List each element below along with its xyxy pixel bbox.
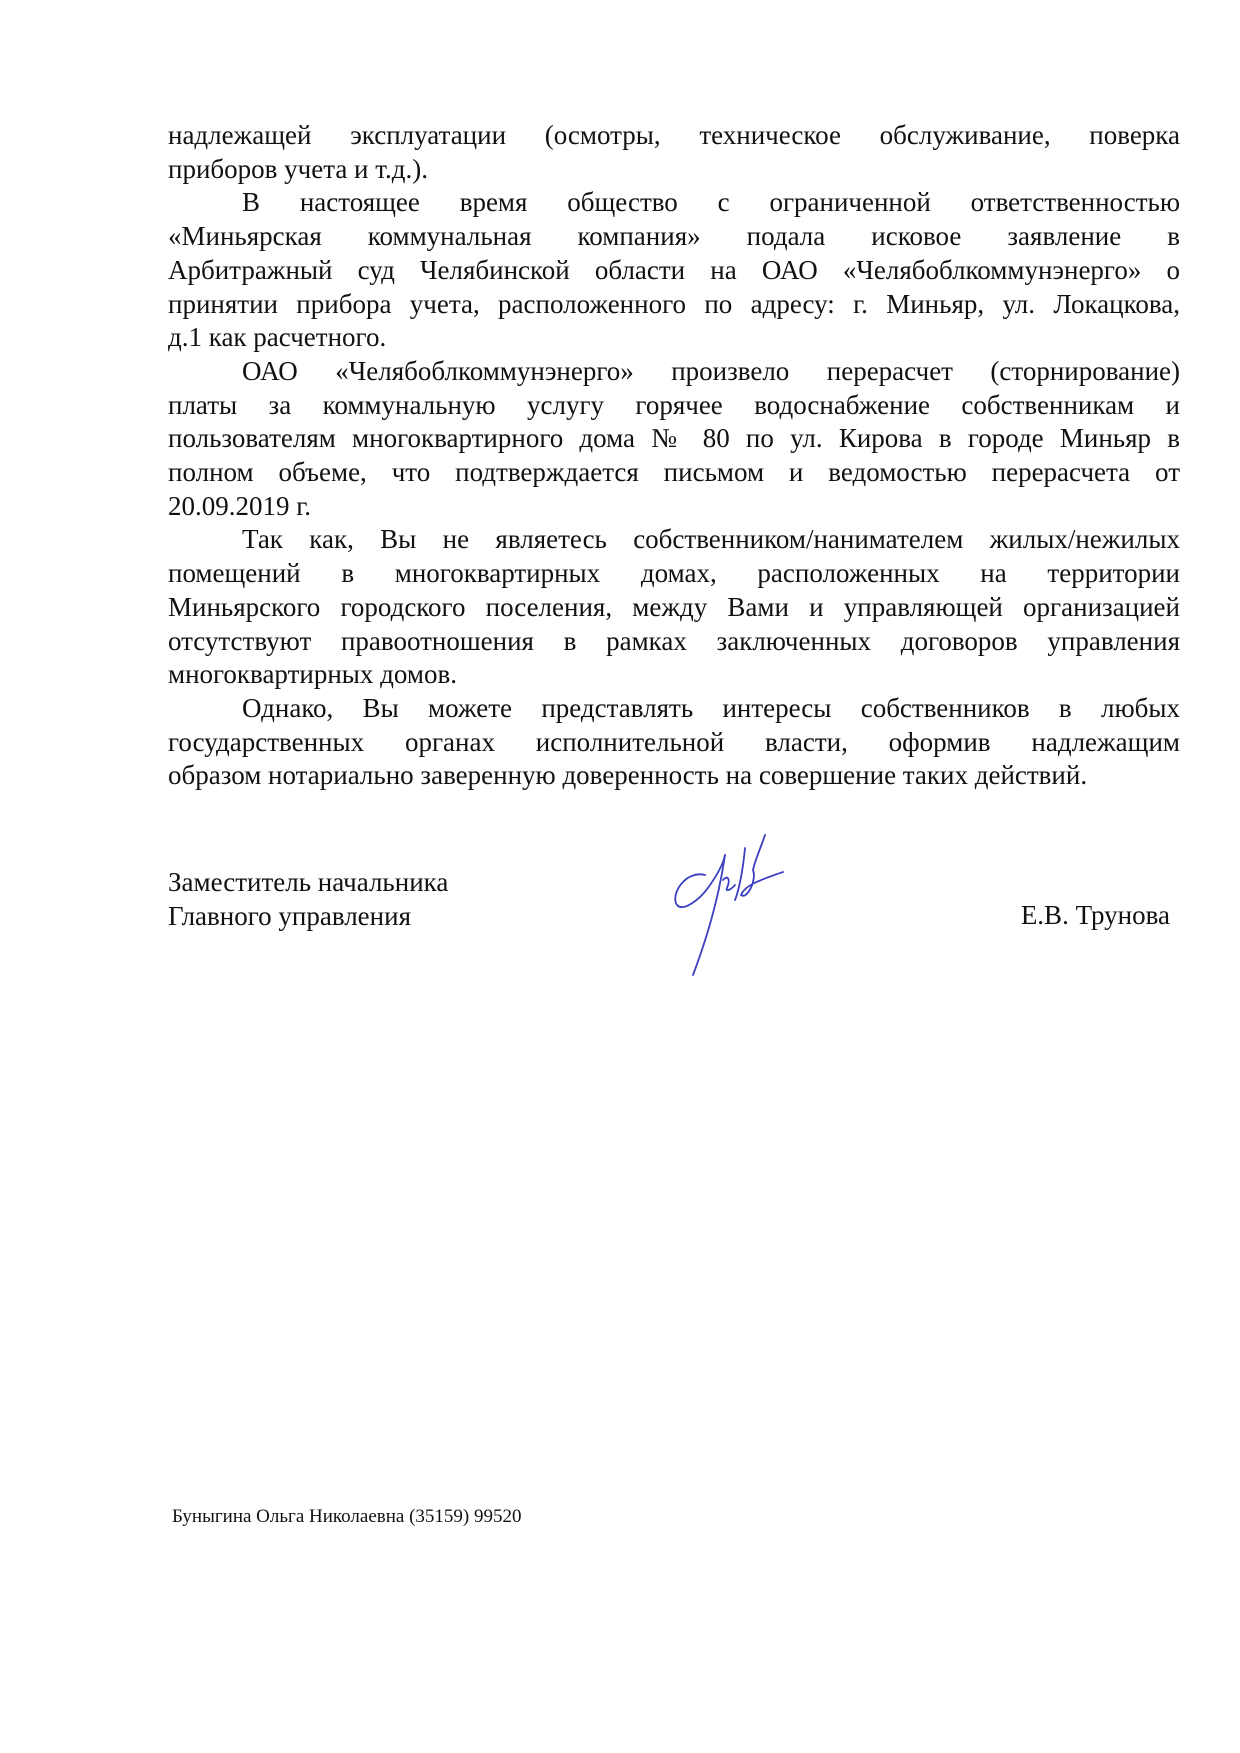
text-line: полном объеме, что подтверждается письмом и ведомостью перерасчета от xyxy=(168,457,1180,488)
text-line: приборов учета и т.д.). xyxy=(168,153,429,184)
executor-contact: Буныгина Ольга Николаевна (35159) 99520 xyxy=(172,1506,522,1527)
text-line: Арбитражный суд Челябинской области на ОАО «Челябоблкоммунэнерго» о xyxy=(168,254,1180,285)
signer-name: Е.В. Трунова xyxy=(1020,900,1170,930)
paragraph xyxy=(168,355,1180,524)
text-line: д.1 как расчетного. xyxy=(168,322,387,353)
position-line-2: Главного управления xyxy=(168,900,411,931)
text-line: Миньярского городского поселения, между Вами и управляющей организацией xyxy=(168,591,1180,622)
text-line: отсутствуют правоотношения в рамках заключенных договоров управления xyxy=(168,625,1180,656)
letter-body xyxy=(168,119,1180,793)
signatory-position xyxy=(168,866,448,933)
text-line: «Миньярская коммунальная компания» подала исковое заявление в xyxy=(168,221,1180,252)
text-line: помещений в многоквартирных домах, расположенных на территории xyxy=(168,558,1180,589)
text-line: пользователям многоквартирного дома № 80 по ул. Кирова в городе Миньяр в xyxy=(168,423,1180,454)
text-line: государственных органах исполнительной власти, оформив надлежащим xyxy=(168,726,1180,757)
text-line: Так как, Вы не являетесь собственником/нанимателем жилых/нежилых xyxy=(242,524,1180,555)
text-line: Однако, Вы можете представлять интересы собственников в любых xyxy=(242,692,1180,723)
position-line-1: Заместитель начальника xyxy=(168,867,449,897)
paragraph xyxy=(168,119,1180,186)
text-line: 20.09.2019 г. xyxy=(168,490,312,521)
text-line: образом нотариально заверенную доверенность на совершение таких действий. xyxy=(168,760,1088,791)
text-line: многоквартирных домов. xyxy=(168,659,457,690)
text-line: ОАО «Челябоблкоммунэнерго» произвело перерасчет (сторнирование) xyxy=(242,355,1180,386)
text-line: принятии прибора учета, расположенного по адресу: г. Миньяр, ул. Локацкова, xyxy=(168,288,1180,319)
paragraph xyxy=(168,692,1180,793)
text-line: В настоящее время общество с ограниченной ответственностью xyxy=(242,187,1180,218)
text-line: надлежащей эксплуатации (осмотры, техническое обслуживание, поверка xyxy=(168,120,1180,150)
paragraph xyxy=(168,186,1180,355)
handwritten-signature xyxy=(665,830,825,980)
paragraph xyxy=(168,523,1180,692)
text-line: платы за коммунальную услугу горячее водоснабжение собственникам и xyxy=(168,389,1180,420)
